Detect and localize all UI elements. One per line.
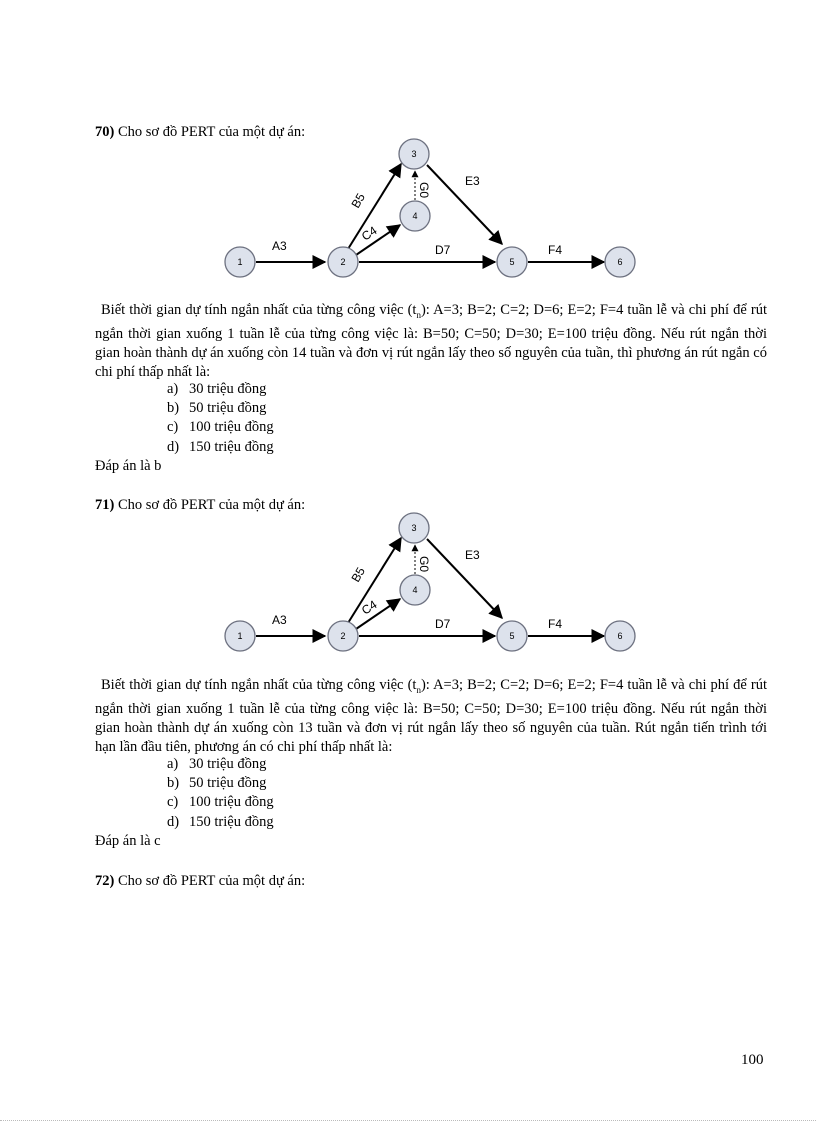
option-a: a) 30 triệu đồng — [167, 756, 267, 772]
option-b: b) 50 triệu đồng — [167, 775, 267, 791]
question-number: 71) — [95, 497, 115, 513]
svg-text:6: 6 — [617, 631, 623, 641]
node-2 — [328, 621, 358, 651]
page-number: 100 — [741, 1052, 764, 1068]
svg-text:4: 4 — [412, 585, 418, 595]
edge-label-F: F4 — [548, 243, 563, 257]
node-5 — [497, 621, 527, 651]
answer-70: Đáp án là b — [95, 458, 162, 474]
question-heading: Cho sơ đồ PERT của một dự án: — [117, 497, 306, 513]
edge-label-C: C4 — [359, 223, 380, 244]
edge-label-C: C4 — [359, 597, 380, 618]
question-number: 72) — [95, 873, 115, 889]
node-3 — [399, 513, 429, 543]
edge-label-G: G0 — [417, 182, 431, 199]
page-bottom-divider — [0, 1120, 816, 1121]
option-d: d) 150 triệu đồng — [167, 439, 274, 455]
svg-text:2: 2 — [340, 631, 346, 641]
pert-diagram-71 — [215, 511, 645, 656]
edge-label-D: D7 — [435, 243, 451, 257]
node-5 — [497, 247, 527, 277]
question-heading: Cho sơ đồ PERT của một dự án: — [117, 873, 306, 889]
svg-text:4: 4 — [412, 211, 418, 221]
edge-label-D: D7 — [435, 617, 451, 631]
node-2 — [328, 247, 358, 277]
option-a: a) 30 triệu đồng — [167, 381, 267, 397]
answer-71: Đáp án là c — [95, 833, 161, 849]
edge-label-F: F4 — [548, 617, 563, 631]
node-1 — [225, 621, 255, 651]
edge-label-E: E3 — [465, 548, 480, 562]
node-1 — [225, 247, 255, 277]
node-4 — [400, 575, 430, 605]
node-3 — [399, 139, 429, 169]
edge-label-E: E3 — [465, 174, 480, 188]
edge-label-A: A3 — [272, 239, 287, 253]
question-70-body: Biết thời gian dự tính ngắn nhất của từng công việc $(t_n)$: A=3; B=2; C=2; D=6; E=2; F=4 tuần lễ và chi phí để rút ngắn thời gian xuống 1 tuần lễ của từng công việc là: B=50; C=50; D=30; E=100 triệu đồng. Nếu rút ngắn thời gian hoàn thành dự án xuống còn 14 tuần và đơn vị rút ngắn lấy theo số nguyên của tuần, thì phương án rút ngắn có chi phí thấp nhất là: — [95, 302, 768, 380]
question-number: 70) — [95, 124, 115, 140]
edge-label-A: A3 — [272, 613, 287, 627]
node-4 — [400, 201, 430, 231]
node-6 — [605, 247, 635, 277]
svg-text:6: 6 — [617, 257, 623, 267]
option-c: c) 100 triệu đồng — [167, 794, 274, 810]
question-72-title — [95, 873, 305, 890]
edge-label-G: G0 — [417, 556, 431, 573]
question-71-body: Biết thời gian dự tính ngắn nhất của từng công việc $(t_n)$: A=3; B=2; C=2; D=6; E=2; F=4 tuần lễ và chi phí để rút ngắn thời gian xuống 1 tuần lễ của từng công việc là: B=50; C=50; D=30; E=100 triệu đồng. Nếu rút ngắn thời gian hoàn thành dự án xuống còn 13 tuần và đơn vị rút ngắn lấy theo số nguyên của tuần. Rút ngắn tiến trình tới hạn lần đầu tiên, phương án có chi phí thấp nhất là: — [95, 677, 768, 755]
node-6 — [605, 621, 635, 651]
svg-text:1: 1 — [237, 257, 243, 267]
option-c: c) 100 triệu đồng — [167, 419, 274, 435]
svg-text:5: 5 — [509, 257, 515, 267]
svg-text:2: 2 — [340, 257, 346, 267]
option-d: d) 150 triệu đồng — [167, 814, 274, 830]
pert-diagram-70 — [215, 137, 645, 282]
question-heading: Cho sơ đồ PERT của một dự án: — [117, 124, 306, 140]
svg-text:5: 5 — [509, 631, 515, 641]
svg-text:3: 3 — [411, 523, 417, 533]
svg-text:3: 3 — [411, 149, 417, 159]
edge-label-B: B5 — [348, 190, 368, 211]
svg-text:1: 1 — [237, 631, 243, 641]
option-b: b) 50 triệu đồng — [167, 400, 267, 416]
edge-label-B: B5 — [348, 564, 368, 585]
